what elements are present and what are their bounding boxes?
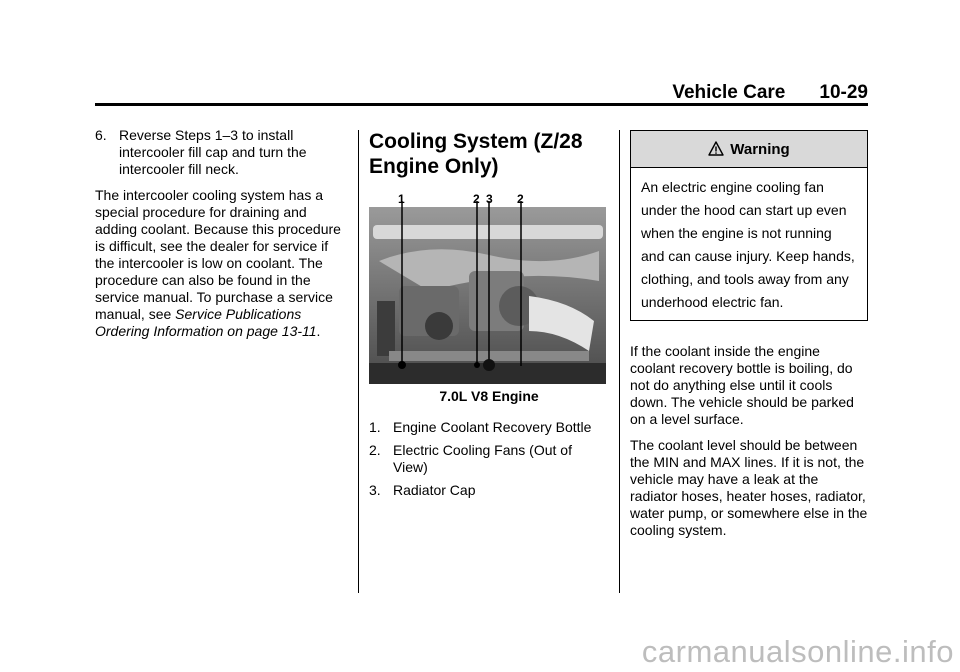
header-rule — [95, 103, 868, 106]
page-number: 10-29 — [819, 82, 868, 103]
left-column — [95, 127, 348, 349]
figure-legend — [369, 419, 609, 499]
legend-number: 2. — [369, 442, 381, 458]
step-6 — [95, 127, 348, 178]
legend-number: 3. — [369, 482, 381, 498]
engine-figure — [369, 191, 606, 384]
legend-text: Radiator Cap — [393, 482, 476, 498]
paragraph-end: . — [316, 323, 321, 339]
warning-icon — [708, 141, 724, 157]
warning-box — [630, 130, 868, 321]
warning-title: Warning — [730, 140, 790, 158]
paragraph-text: The intercooler cooling system has a special procedure for draining and adding coolant. Because this procedure is difficult, see the dealer for service if the intercooler is low on coolant. The procedure can also be found in the service manual. To purchase a service manual, see — [95, 187, 341, 322]
legend-item — [369, 442, 609, 476]
warning-header — [631, 131, 867, 168]
step-text: Reverse Steps 1–3 to install intercooler fill cap and turn the intercooler fill neck. — [119, 127, 307, 177]
legend-item — [369, 419, 609, 436]
intercooler-paragraph — [95, 187, 348, 340]
service-publications-link[interactable]: Service Publications Ordering Information on page 13-11 — [95, 306, 317, 339]
right-column — [630, 130, 868, 548]
warning-text: An electric engine cooling fan under the hood can start up even when the engine is not running and can cause injury. Keep hands, clothing, and tools away from any underhood electric fan. — [641, 179, 855, 310]
engine-illustration — [369, 191, 606, 384]
callout-2b: 2 — [517, 192, 524, 206]
legend-number: 1. — [369, 419, 381, 435]
section-heading: Cooling System (Z/28 Engine Only) — [369, 130, 583, 178]
legend-text: Electric Cooling Fans (Out of View) — [393, 442, 572, 475]
watermark: carmanualsonline.info — [641, 634, 954, 669]
column-divider-left — [358, 130, 359, 593]
coolant-level-paragraph: The coolant level should be between the MIN and MAX lines. If it is not, the vehicle may have a leak at the radiator hoses, heater hoses, radiator, water pump, or somewhere else in the cooling system. — [630, 437, 868, 538]
page-header — [620, 82, 868, 104]
legend-item — [369, 482, 609, 499]
middle-column — [369, 129, 609, 505]
callout-2a: 2 — [473, 192, 480, 206]
figure-caption: 7.0L V8 Engine — [439, 388, 539, 404]
coolant-boiling-paragraph: If the coolant inside the engine coolant recovery bottle is boiling, do not do anything else until it cools down. The vehicle should be parked on a level surface. — [630, 343, 854, 427]
section-title: Vehicle Care — [672, 82, 786, 103]
column-divider-right — [619, 130, 620, 593]
legend-text: Engine Coolant Recovery Bottle — [393, 419, 592, 435]
callout-1: 1 — [398, 192, 405, 206]
step-number: 6. — [95, 127, 107, 143]
callout-3: 3 — [486, 192, 493, 206]
